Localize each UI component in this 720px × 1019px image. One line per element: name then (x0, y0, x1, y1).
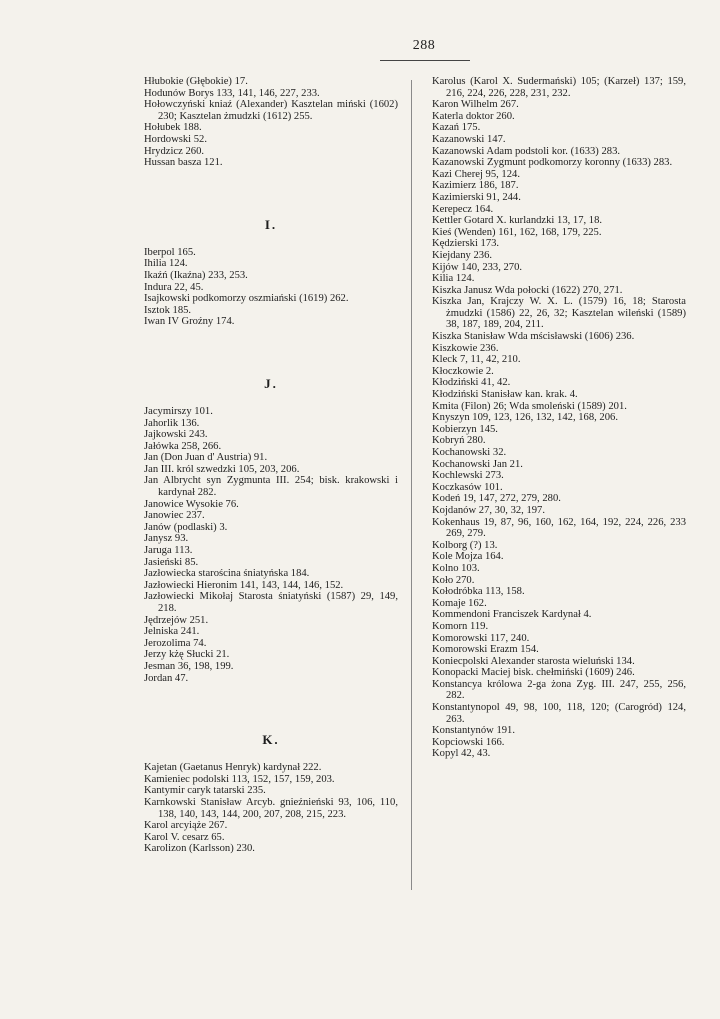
index-entry: Jazłowiecki Hieronim 141, 143, 144, 146, 152. (144, 579, 344, 591)
index-entry: Hussan basza 121. (144, 157, 223, 169)
index-entry: Kochlewski 273. (432, 470, 504, 482)
index-entry: Komaje 162. (432, 597, 487, 609)
index-entry: Janowiec 237. (144, 510, 205, 522)
index-entry: Knyszyn 109, 123, 126, 132, 142, 168, 206. (432, 412, 618, 424)
index-entry: Kojdanów 27, 30, 32, 197. (432, 504, 545, 516)
index-entry: Komorowski 117, 240. (432, 632, 530, 644)
section-heading-k: K. (262, 732, 280, 748)
index-entry: Kieś (Wenden) 161, 162, 168, 179, 225. (432, 226, 602, 238)
index-entry: Karolus (Karol X. Sudermański) 105; (Karzeł) 137; 159, 216, 224, 226, 228, 231, 232. (432, 76, 686, 99)
index-entry: Komorn 119. (432, 620, 489, 632)
index-entry: Jan (Don Juan d' Austria) 91. (144, 452, 268, 464)
index-entry: Jacymirszy 101. (144, 405, 213, 417)
left-column (144, 76, 398, 855)
spacer (144, 748, 398, 762)
index-entry: Konopacki Maciej bisk. chełmiński (1609) 246. (432, 667, 635, 679)
index-entry: Jelniska 241. (144, 626, 200, 638)
column-divider (411, 80, 412, 890)
index-entry: Janysz 93. (144, 533, 189, 545)
index-entry: Jan Albrycht syn Zygmunta III. 254; bisk. krakowski i kardynał 282. (144, 475, 398, 499)
index-entry: Iberpol 165. (144, 246, 196, 258)
index-entry: Kilia 124. (432, 273, 475, 285)
index-entry: Jordan 47. (144, 672, 189, 684)
index-entry: Koło 270. (432, 574, 475, 586)
index-entry: Hłubokie (Głębokie) 17. (144, 76, 248, 87)
index-entry: Iwan IV Groźny 174. (144, 316, 235, 328)
index-entry: Kopciowski 166. (432, 736, 505, 748)
index-entry: Isajkowski podkomorzy oszmiański (1619) 262. (144, 293, 349, 305)
index-entry: Kiszka Jan, Krajczy W. X. L. (1579) 16, 18; Starosta żmudzki (1586) 22, 26, 32; Kasztelan wileński (1589) 38, 187, 189, 204, 211. (432, 296, 686, 331)
index-entry: Hrydzicz 260. (144, 145, 205, 157)
index-entry: Kołodróbka 113, 158. (432, 586, 525, 598)
index-entry: Kamieniec podolski 113, 152, 157, 159, 203. (144, 773, 335, 785)
index-entry: Hołowczyński kniaź (Alexander) Kasztelan miński (1602) 230; Kasztelan żmudzki (1612) 255. (144, 99, 398, 122)
index-entry: Konstancya królowa 2-ga żona Zyg. III. 247, 255, 256, 282. (432, 678, 686, 702)
index-block-i (144, 247, 398, 328)
index-entry: Janów (podlaski) 3. (144, 521, 228, 533)
index-entry: Ihilia 124. (144, 258, 188, 270)
index-entry: Jesman 36, 198, 199. (144, 660, 234, 672)
index-entry: Kokenhaus 19, 87, 96, 160, 162, 164, 192, 224, 226, 233 269, 279. (432, 516, 686, 540)
index-entry: Kazi Cherej 95, 124. (432, 168, 520, 180)
index-entry: Karol V. cesarz 65. (144, 831, 225, 843)
index-entry: Kazanowski 147. (432, 133, 506, 145)
index-entry: Jajkowski 243. (144, 429, 208, 441)
index-entry: Jałówka 258, 266. (144, 440, 222, 452)
index-entry: Kiszkowie 236. (432, 342, 499, 354)
index-entry: Janowice Wysokie 76. (144, 498, 239, 510)
index-entry: Koczkasów 101. (432, 481, 503, 493)
spacer (144, 684, 398, 732)
index-entry: Kerepecz 164. (432, 203, 494, 215)
index-entry: Kłoczkowie 2. (432, 365, 494, 377)
spacer (144, 169, 398, 217)
index-block-j (144, 406, 398, 684)
index-entry: Katerla doktor 260. (432, 110, 515, 122)
section-heading-j: J. (264, 375, 278, 391)
index-entry: Jan III. król szwedzki 105, 203, 206. (144, 463, 300, 475)
index-entry: Ikaźń (Ikaźna) 233, 253. (144, 269, 248, 281)
index-entry: Jerzy kżę Słucki 21. (144, 649, 230, 661)
index-entry: Kazanowski Adam podstoli kor. (1633) 283. (432, 145, 621, 157)
index-entry: Kole Mojza 164. (432, 551, 504, 563)
page-number-rule (380, 60, 470, 61)
spacer (144, 233, 398, 247)
index-block-h (144, 76, 398, 169)
index-block-k (144, 762, 398, 855)
index-entry: Konstantynów 191. (432, 725, 515, 737)
index-entry: Kazimierski 91, 244. (432, 191, 521, 203)
index-entry: Kettler Gotard X. kurlandzki 13, 17, 18. (432, 215, 603, 227)
index-entry: Kazanowski Zygmunt podkomorzy koronny (1633) 283. (432, 157, 673, 169)
index-entry: Jahorlik 136. (144, 417, 200, 429)
index-entry: Jerozolima 74. (144, 637, 207, 649)
index-entry: Kmita (Filon) 26; Wda smoleński (1589) 201. (432, 400, 627, 412)
index-entry: Kędzierski 173. (432, 238, 500, 250)
index-entry: Kobryń 280. (432, 435, 486, 447)
index-entry: Kantymir caryk tatarski 235. (144, 785, 266, 797)
index-entry: Kłodziński 41, 42. (432, 377, 511, 389)
index-entry: Jędrzejów 251. (144, 614, 209, 626)
index-entry: Kodeń 19, 147, 272, 279, 280. (432, 493, 561, 505)
index-entry: Kleck 7, 11, 42, 210. (432, 354, 521, 366)
index-entry: Jasieński 85. (144, 556, 199, 568)
index-entry: Kobierzyn 145. (432, 423, 498, 435)
spacer (144, 328, 398, 376)
index-entry: Kolborg (?) 13. (432, 539, 498, 551)
index-entry: Jazłowiecki Mikołaj Starosta śniatyński (1587) 29, 149, 218. (144, 591, 398, 614)
index-entry: Kazań 175. (432, 122, 481, 134)
index-entry: Hodunów Borys 133, 141, 146, 227, 233. (144, 87, 320, 99)
index-entry: Jazłowiecka starościna śniatyńska 184. (144, 568, 310, 580)
right-column (432, 76, 686, 760)
index-entry: Kiszka Stanisław Wda mścisławski (1606) 236. (432, 331, 635, 343)
index-entry: Isztok 185. (144, 304, 192, 316)
index-entry: Kochanowski 32. (432, 447, 507, 458)
index-entry: Kochanowski Jan 21. (432, 458, 523, 470)
section-heading-i: I. (264, 216, 278, 232)
index-entry: Indura 22, 45. (144, 281, 204, 293)
index-entry: Hordowski 52. (144, 133, 207, 145)
index-entry: Hołubek 188. (144, 122, 202, 134)
index-entry: Kijów 140, 233, 270. (432, 261, 523, 273)
index-entry: Kolno 103. (432, 562, 480, 574)
index-entry: Kazimierz 186, 187. (432, 180, 519, 192)
spacer (144, 392, 398, 406)
index-entry: Koniecpolski Alexander starosta wieluński 134. (432, 655, 635, 667)
index-entry: Karolizon (Karlsson) 230. (144, 843, 255, 855)
index-entry: Komorowski Erazm 154. (432, 644, 539, 656)
index-entry: Karol arcyiąże 267. (144, 820, 228, 832)
index-entry: Kajetan (Gaetanus Henryk) kardynał 222. (144, 762, 322, 774)
index-entry: Karnkowski Stanisław Arcyb. gnieźnieński 93, 106, 110, 138, 140, 143, 144, 200, 207, 208, 215, 223. (144, 796, 398, 820)
index-entry: Kłodziński Stanisław kan. krak. 4. (432, 389, 578, 401)
index-entry: Kommendoni Franciszek Kardynał 4. (432, 609, 592, 621)
index-entry: Kopyl 42, 43. (432, 748, 491, 760)
page-number: 288 (412, 38, 436, 53)
index-entry: Karon Wilhelm 267. (432, 99, 519, 111)
index-entry: Jaruga 113. (144, 545, 193, 557)
index-entry: Konstantynopol 49, 98, 100, 118, 120; (Carogród) 124, 263. (432, 702, 686, 725)
index-entry: Kiszka Janusz Wda połocki (1622) 270, 271. (432, 284, 623, 296)
index-entry: Kiejdany 236. (432, 249, 493, 261)
